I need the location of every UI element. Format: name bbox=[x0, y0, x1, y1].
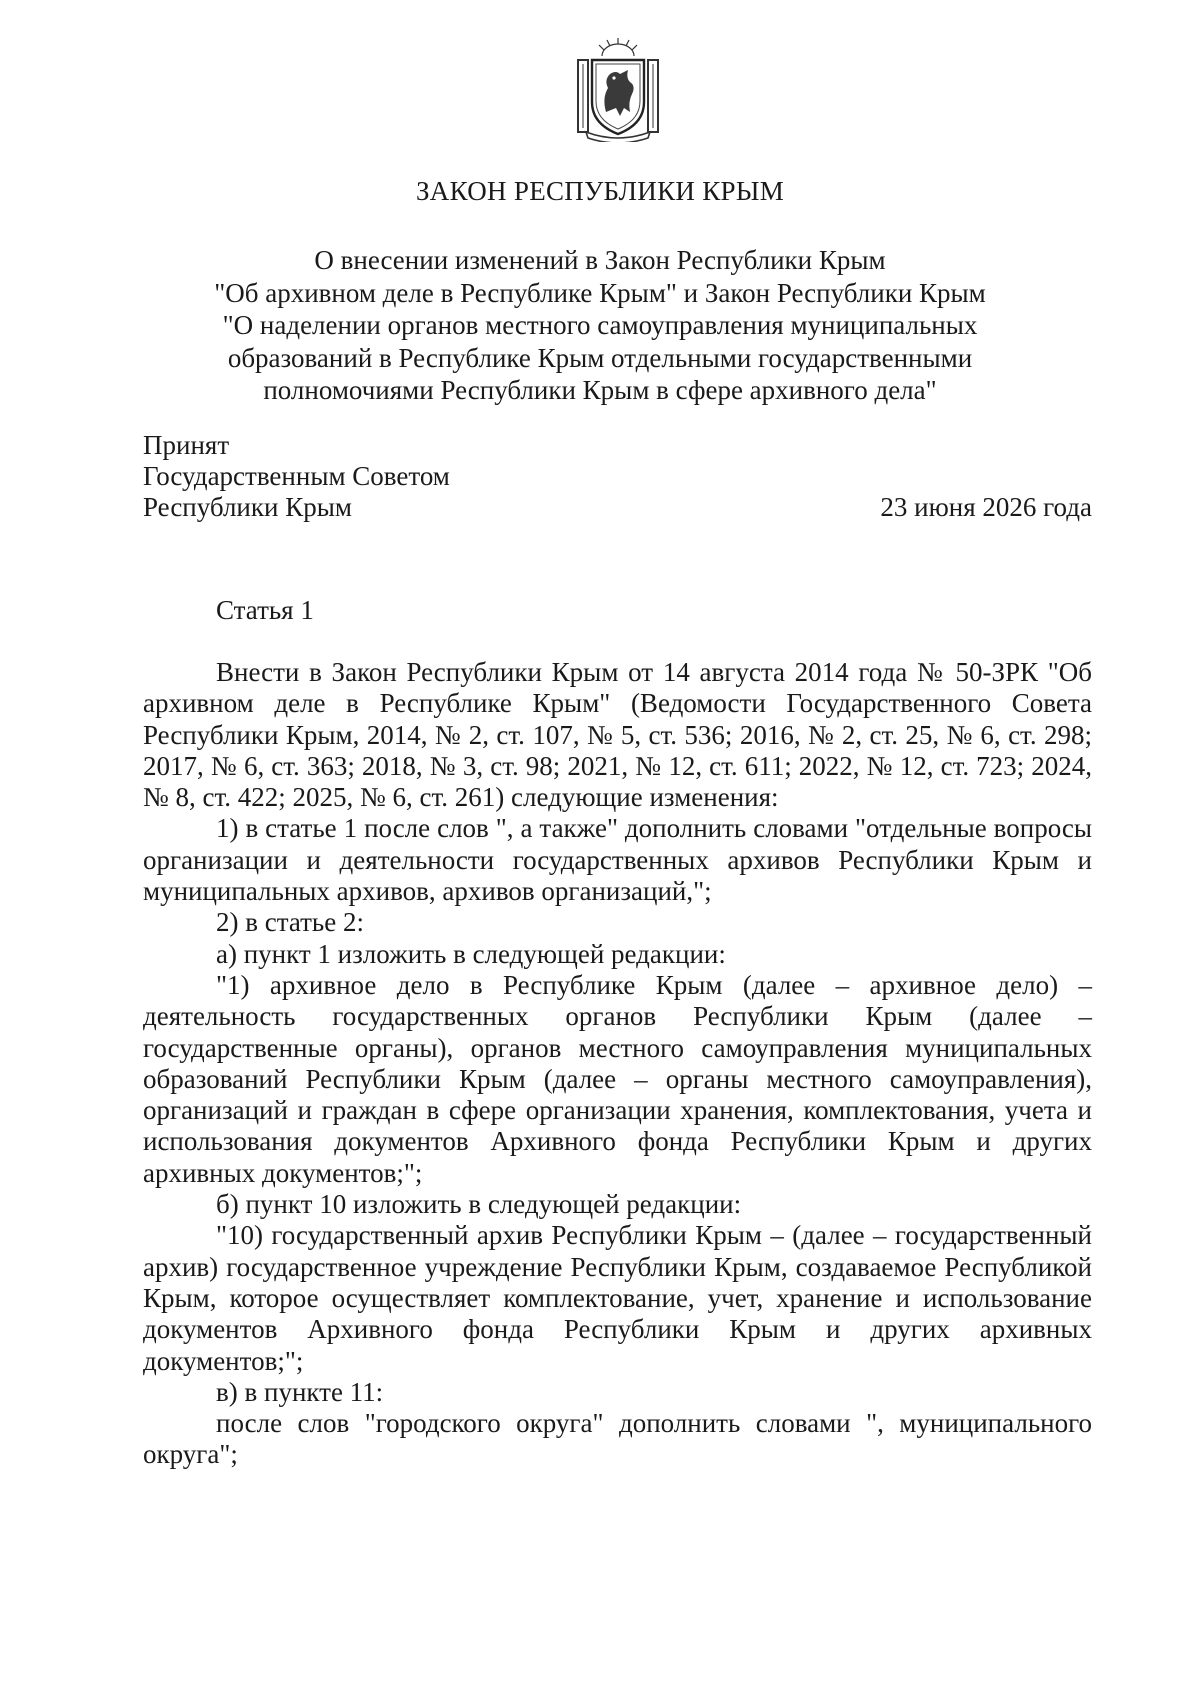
paragraph: Внести в Закон Республики Крым от 14 августа 2014 года № 50-ЗРК "Об архивном деле в Республике Крым" (Ведомости Государственного Совета Республики Крым, 2014, № 2, ст. 107, № 5, ст. 536; 2016, № 2, ст. 25, № 6, ст. 298; 2017, № 6, ст. 363; 2018, № 3, ст. 98; 2021, № 12, ст. 611; 2022, № 12, ст. 723; 2024, № 8, ст. 422; 2025, № 6, ст. 261) следующие изменения: bbox=[143, 657, 1092, 813]
paragraph: б) пункт 10 изложить в следующей редакции: bbox=[216, 1189, 742, 1220]
adoption-line: Принят bbox=[143, 430, 230, 460]
subtitle-line: "Об архивном деле в Республике Крым" и Закон Республики Крым bbox=[214, 277, 986, 308]
subtitle-line: образований в Республике Крым отдельными государственными bbox=[227, 342, 973, 373]
subtitle-line: "О наделении органов местного самоуправления муниципальных bbox=[222, 310, 978, 340]
paragraph: "10) государственный архив Республики Крым – (далее – государственный архив) государственное учреждение Республики Крым, создаваемое Республикой Крым, которое осуществляет комплектование, учет, хранение и использование документов Архивного фонда Республики Крым и других архивных документов;"; bbox=[143, 1220, 1092, 1376]
paragraph: после слов "городского округа" дополнить словами ", муниципального округа"; bbox=[143, 1408, 1092, 1470]
paragraph: "1) архивное дело в Республике Крым (далее – архивное дело) – деятельность государственных органов Республики Крым (далее – государственные органы), органов местного самоуправления муниципальных образований Республики Крым (далее – органы местного самоуправления), организаций и граждан в сфере организации хранения, комплектования, учета и использования документов Архивного фонда Республики Крым и других архивных документов;"; bbox=[143, 969, 1092, 1188]
document-subtitle bbox=[150, 244, 1050, 407]
paragraph: 1) в статье 1 после слов ", а также" дополнить словами "отдельные вопросы организации и деятельности государственных архивов Республики Крым и муниципальных архивов, архивов организаций,"; bbox=[143, 813, 1092, 907]
article-heading: Статья 1 bbox=[216, 595, 314, 625]
adoption-block bbox=[143, 430, 450, 523]
paragraph: в) в пункте 11: bbox=[216, 1376, 384, 1407]
coat-of-arms-icon bbox=[572, 36, 664, 142]
paragraph: а) пункт 1 изложить в следующей редакции: bbox=[216, 938, 726, 969]
paragraph: 2) в статье 2: bbox=[216, 907, 364, 938]
document-title: ЗАКОН РЕСПУБЛИКИ КРЫМ bbox=[415, 176, 785, 206]
adoption-line: Государственным Советом bbox=[143, 461, 450, 491]
subtitle-line: О внесении изменений в Закон Республики Крым bbox=[314, 245, 886, 275]
article-body bbox=[143, 657, 1092, 1471]
subtitle-line: полномочиями Республики Крым в сфере архивного дела" bbox=[263, 375, 937, 405]
adoption-date: 23 июня 2026 года bbox=[880, 492, 1092, 522]
adoption-line: Республики Крым bbox=[143, 492, 352, 522]
